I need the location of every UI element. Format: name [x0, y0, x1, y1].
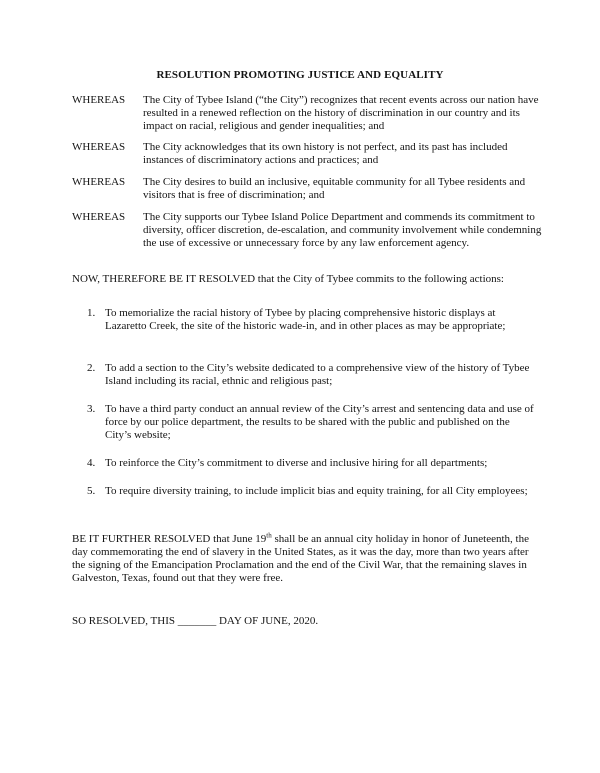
resolution-title: RESOLUTION PROMOTING JUSTICE AND EQUALITY: [156, 69, 444, 81]
action-item: [87, 485, 537, 498]
ordinal-suffix: th: [266, 531, 272, 540]
action-text: To have a third party conduct an annual review of the City’s arrest and sentencing data and use of force by our police department, the results to be shared with the public and published on the City’s website;: [105, 403, 534, 441]
action-text: To require diversity training, to include implicit bias and equity training, for all City employees;: [105, 485, 528, 497]
whereas-label: WHEREAS: [72, 94, 126, 106]
whereas-clause: [72, 94, 542, 133]
action-text: To reinforce the City’s commitment to diverse and inclusive hiring for all departments;: [105, 457, 488, 469]
whereas-label: WHEREAS: [72, 176, 126, 188]
action-number: 1.: [87, 307, 96, 319]
whereas-text: The City of Tybee Island (“the City”) recognizes that recent events across our nation have resulted in a renewed reflection on the history of discrimination in our country and its impact on racial, religious and gender inequalities; and: [143, 94, 539, 132]
whereas-text: The City supports our Tybee Island Police Department and commends its commitment to diversity, officer discretion, de-escalation, and community involvement while condemning the use of excessive or unnecessary force by any law enforcement agency.: [143, 211, 542, 249]
action-number: 3.: [87, 403, 96, 415]
whereas-clause: [72, 176, 542, 202]
further-text-start: BE IT FURTHER RESOLVED that June 19: [72, 533, 267, 545]
further-resolved: [72, 533, 534, 585]
whereas-clause: [72, 141, 542, 167]
action-text: To add a section to the City’s website dedicated to a comprehensive view of the history of Tybee Island including its racial, ethnic and religious past;: [105, 362, 530, 387]
closing-line: SO RESOLVED, THIS _______ DAY OF JUNE, 2020.: [72, 615, 319, 627]
whereas-text: The City acknowledges that its own history is not perfect, and its past has included instances of discriminatory actions and practices; and: [143, 141, 508, 166]
action-item: [87, 403, 537, 442]
whereas-clause: [72, 211, 542, 250]
resolved-intro: NOW, THEREFORE BE IT RESOLVED that the City of Tybee commits to the following actions:: [72, 273, 504, 285]
further-text-end: shall be an annual city holiday in honor of Juneteenth, the day commemorating the end of slavery in the United States, as it was the day, more than two years after the signing of the Emancipation Proclamation and the end of the Civil War, that the remaining slaves in Galveston, Texas, found out that they were free.: [72, 533, 529, 584]
whereas-label: WHEREAS: [72, 141, 126, 153]
action-item: [87, 362, 537, 388]
whereas-label: WHEREAS: [72, 211, 126, 223]
action-number: 2.: [87, 362, 96, 374]
action-number: 5.: [87, 485, 96, 497]
action-number: 4.: [87, 457, 96, 469]
action-item: [87, 457, 537, 470]
action-text: To memorialize the racial history of Tybee by placing comprehensive historic displays at Lazaretto Creek, the site of the historic wade-in, and in other places as may be appropriate;: [105, 307, 506, 332]
whereas-text: The City desires to build an inclusive, equitable community for all Tybee residents and visitors that is free of discrimination; and: [143, 176, 526, 201]
action-item: [87, 307, 537, 333]
